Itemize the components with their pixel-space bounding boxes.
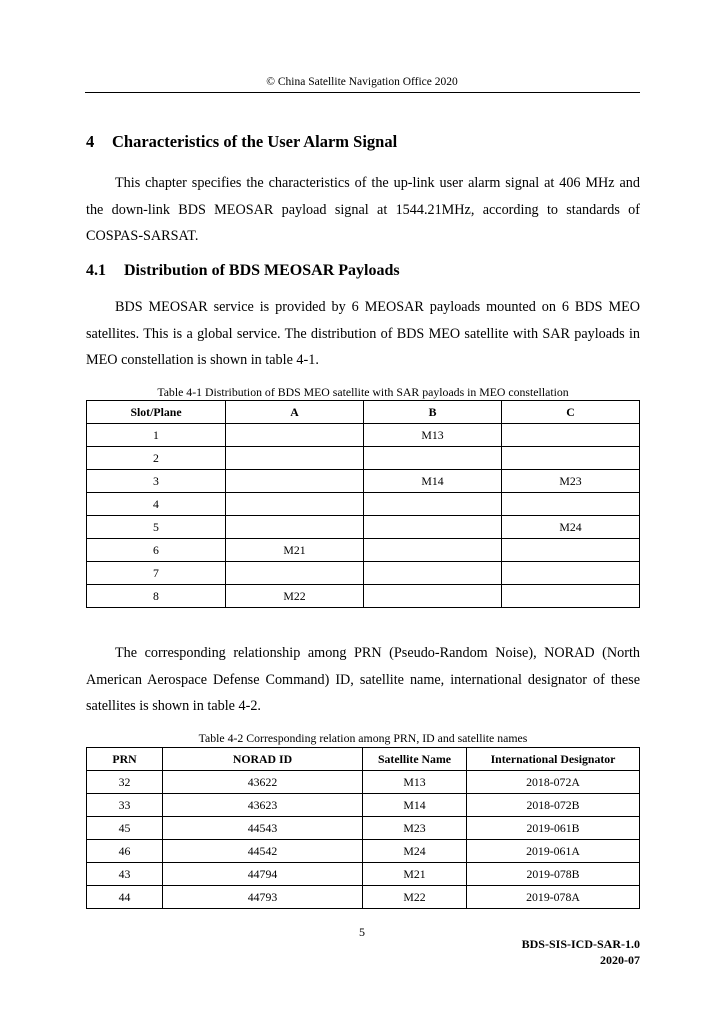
table-cell: [364, 562, 502, 585]
table-header-row: [87, 401, 640, 424]
table-row: [87, 424, 640, 447]
subsection-title: Distribution of BDS MEOSAR Payloads: [124, 262, 400, 279]
table-4-1-caption: Table 4-1 Distribution of BDS MEO satellite with SAR payloads in MEO constellation: [157, 385, 569, 399]
column-header: B: [364, 401, 502, 424]
table-cell: [502, 447, 640, 470]
table-cell: 43: [87, 863, 163, 886]
document-code: BDS-SIS-ICD-SAR-1.0: [521, 937, 640, 951]
column-header: Satellite Name: [363, 748, 467, 771]
table-cell: [502, 562, 640, 585]
table-cell: M14: [363, 794, 467, 817]
table-cell: 2019-078B: [467, 863, 640, 886]
table-cell: M22: [226, 585, 364, 608]
table-4-2: [86, 747, 640, 909]
table-cell: [502, 424, 640, 447]
table-cell: [226, 516, 364, 539]
table-row: [87, 585, 640, 608]
table-cell: M22: [363, 886, 467, 909]
page-header: © China Satellite Navigation Office 2020: [266, 76, 458, 88]
table-cell: [364, 447, 502, 470]
table-cell: 2018-072A: [467, 771, 640, 794]
table-4-1: [86, 400, 640, 608]
table-4-2-caption: Table 4-2 Corresponding relation among PRN, ID and satellite names: [198, 731, 528, 745]
table-cell: 44: [87, 886, 163, 909]
table-cell: 5: [87, 516, 226, 539]
table-cell: 2019-061A: [467, 840, 640, 863]
table-row: [87, 840, 640, 863]
distribution-paragraph: BDS MEOSAR service is provided by 6 MEOSAR payloads mounted on 6 BDS MEO satellites. This is a global service. The distribution of BDS MEO satellite with SAR payloads in MEO constellation is shown in table 4-1.: [86, 299, 640, 368]
section-number: 4: [86, 132, 95, 151]
table-cell: 6: [87, 539, 226, 562]
subsection-number: 4.1: [86, 262, 106, 279]
table-row: [87, 493, 640, 516]
column-header: NORAD ID: [163, 748, 363, 771]
table-header-row: [87, 748, 640, 771]
subsection-heading: [86, 262, 400, 280]
table-cell: 2: [87, 447, 226, 470]
table-cell: M21: [363, 863, 467, 886]
table-cell: 1: [87, 424, 226, 447]
table-cell: 43622: [163, 771, 363, 794]
table-cell: 2018-072B: [467, 794, 640, 817]
table-cell: [226, 493, 364, 516]
table-row: [87, 771, 640, 794]
table-cell: [226, 424, 364, 447]
table-cell: [364, 585, 502, 608]
table-row: [87, 817, 640, 840]
table-cell: 44543: [163, 817, 363, 840]
table-cell: M13: [363, 771, 467, 794]
column-header: A: [226, 401, 364, 424]
table-cell: [502, 493, 640, 516]
table-cell: 45: [87, 817, 163, 840]
table-row: [87, 447, 640, 470]
table-row: [87, 863, 640, 886]
column-header: C: [502, 401, 640, 424]
table-cell: [364, 539, 502, 562]
table-cell: [364, 516, 502, 539]
table-cell: M24: [502, 516, 640, 539]
table-cell: 32: [87, 771, 163, 794]
table-cell: M23: [502, 470, 640, 493]
table-cell: 2019-061B: [467, 817, 640, 840]
table-cell: [226, 470, 364, 493]
table-cell: 3: [87, 470, 226, 493]
table-cell: 44542: [163, 840, 363, 863]
table-row: [87, 516, 640, 539]
table-row: [87, 470, 640, 493]
document-date: 2020-07: [600, 953, 640, 967]
table-cell: 44794: [163, 863, 363, 886]
table-cell: [502, 539, 640, 562]
section-heading: [86, 132, 397, 152]
table-cell: [226, 447, 364, 470]
table-row: [87, 562, 640, 585]
table-cell: 4: [87, 493, 226, 516]
table-row: [87, 539, 640, 562]
table-cell: [364, 493, 502, 516]
header-divider: [85, 92, 640, 93]
column-header: Slot/Plane: [87, 401, 226, 424]
column-header: PRN: [87, 748, 163, 771]
section-title: Characteristics of the User Alarm Signal: [112, 132, 398, 151]
table-cell: [226, 562, 364, 585]
table-cell: 33: [87, 794, 163, 817]
table-cell: M21: [226, 539, 364, 562]
document-id: [522, 936, 640, 968]
table-cell: 43623: [163, 794, 363, 817]
table-cell: M13: [364, 424, 502, 447]
table-cell: 44793: [163, 886, 363, 909]
table-row: [87, 886, 640, 909]
relationship-paragraph: The corresponding relationship among PRN (Pseudo-Random Noise), NORAD (North American Aerospace Defense Command) ID, satellite name, international designator of these satellites is shown in table 4-2.: [86, 645, 640, 714]
table-cell: 46: [87, 840, 163, 863]
table-cell: [502, 585, 640, 608]
table-cell: 7: [87, 562, 226, 585]
table-cell: 2019-078A: [467, 886, 640, 909]
table-cell: 8: [87, 585, 226, 608]
page-number: 5: [359, 925, 365, 939]
column-header: International Designator: [467, 748, 640, 771]
table-cell: M24: [363, 840, 467, 863]
table-row: [87, 794, 640, 817]
table-cell: M14: [364, 470, 502, 493]
table-cell: M23: [363, 817, 467, 840]
intro-paragraph: This chapter specifies the characteristics of the up-link user alarm signal at 406 MHz and the down-link BDS MEOSAR payload signal at 1544.21MHz, according to standards of COSPAS-SARSAT.: [86, 175, 640, 244]
